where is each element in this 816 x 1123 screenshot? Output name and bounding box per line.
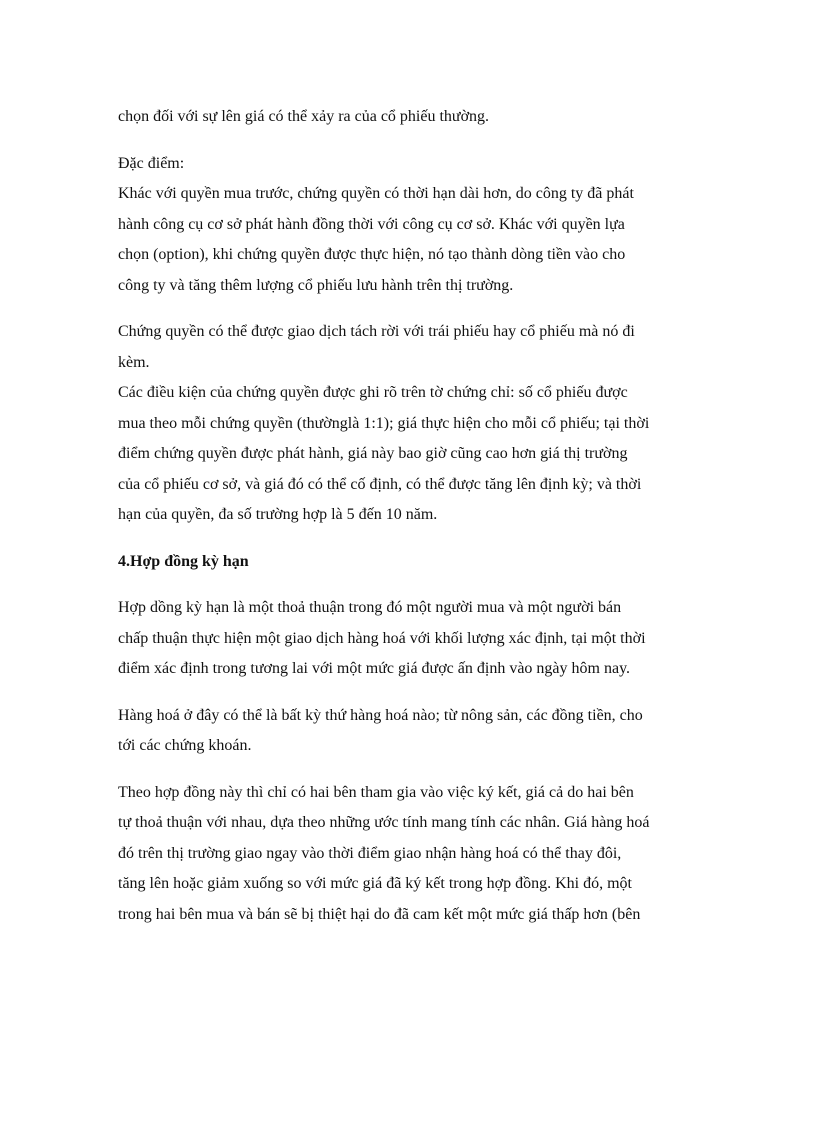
paragraph-forward-definition	[118, 593, 708, 685]
section-heading	[118, 547, 708, 578]
text-line: Các điều kiện của chứng quyền được ghi rõ trên tờ chứng chỉ: số cổ phiếu được	[118, 384, 628, 401]
paragraph-characteristics	[118, 149, 708, 302]
text-line: điểm xác định trong tương lai với một mức giá được ấn định vào ngày hôm nay.	[118, 660, 631, 677]
section-heading-text: 4.Hợp đồng kỳ hạn	[118, 552, 249, 570]
text-line: Hợp dồng kỳ hạn là một thoả thuận trong đó một người mua và một người bán	[118, 599, 622, 616]
text-line: Theo hợp đồng này thì chỉ có hai bên tham gia vào việc ký kết, giá cả do hai bên	[118, 783, 634, 801]
text-line: của cổ phiếu cơ sở, và giá đó có thể cố định, có thể được tăng lên định kỳ; và thời	[118, 475, 642, 493]
document-page	[118, 102, 708, 946]
text-line: tới các chứng khoán.	[118, 737, 252, 754]
text-line: công ty và tăng thêm lượng cổ phiếu lưu hành trên thị trường.	[118, 276, 514, 294]
text-line: trong hai bên mua và bán sẽ bị thiệt hại do đã cam kết một mức giá thấp hơn (bên	[118, 905, 641, 923]
text-line: đó trên thị trường giao ngay vào thời điểm giao nhận hàng hoá có thể thay đôi,	[118, 844, 622, 862]
text-line: mua theo mỗi chứng quyền (thườnglà 1:1); giá thực hiện cho mỗi cổ phiếu; tại thời	[118, 414, 650, 432]
characteristics-label: Đặc điểm:	[118, 154, 185, 172]
text-line: Khác với quyền mua trước, chứng quyền có thời hạn dài hơn, do công ty đã phát	[118, 185, 634, 202]
text-line: hành công cụ cơ sở phát hành đồng thời với công cụ cơ sở. Khác với quyền lựa	[118, 215, 625, 233]
text-line: chấp thuận thực hiện một giao dịch hàng hoá với khối lượng xác định, tại một thời	[118, 629, 646, 647]
text-line: tự thoả thuận với nhau, dựa theo những ước tính mang tính các nhân. Giá hàng hoá	[118, 814, 650, 831]
text-line: kèm.	[118, 353, 150, 371]
paragraph-goods	[118, 701, 708, 762]
text-line: chọn (option), khi chứng quyền được thực hiện, nó tạo thành dòng tiền vào cho	[118, 246, 626, 263]
text-line: hạn của quyền, đa số trường hợp là 5 đến 10 năm.	[118, 506, 438, 523]
paragraph-continuation	[118, 102, 708, 133]
text-line: Chứng quyền có thể được giao dịch tách rời với trái phiếu hay cổ phiếu mà nó đi	[118, 323, 635, 340]
text-line: chọn đối với sự lên giá có thể xảy ra của cổ phiếu thường.	[118, 108, 490, 125]
paragraph-parties	[118, 778, 708, 931]
text-line: tăng lên hoặc giảm xuống so với mức giá đã ký kết trong hợp đồng. Khi đó, một	[118, 875, 632, 892]
text-line: điểm chứng quyền được phát hành, giá này bao giờ cũng cao hơn giá thị trường	[118, 445, 628, 462]
paragraph-trading	[118, 317, 708, 378]
text-line: Hàng hoá ở đây có thể là bất kỳ thứ hàng hoá nào; từ nông sản, các đồng tiền, cho	[118, 706, 643, 724]
paragraph-conditions	[118, 378, 708, 531]
